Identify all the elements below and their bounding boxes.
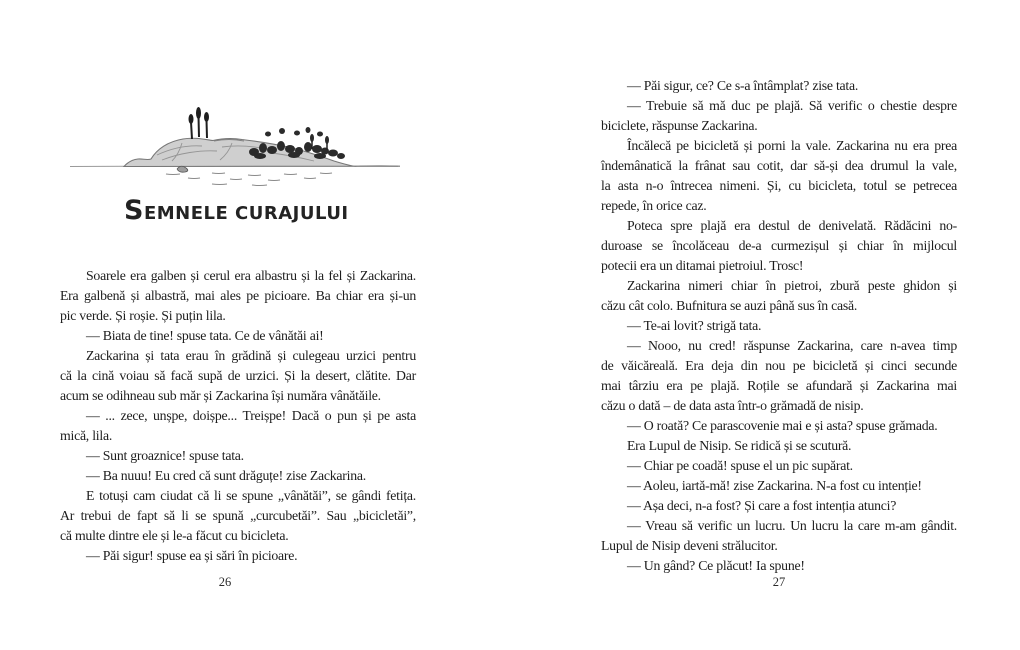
text-line: potecii era un ditamai pietroiul. Trosc! <box>601 258 804 273</box>
text-line: — Chiar pe coadă! spuse el un pic supărat. <box>627 458 853 473</box>
chapter-title: SEMNELE CURAJULUI <box>124 195 349 226</box>
text-line: Soarele era galben și cerul era albastru și la fel și Zackarina. <box>86 268 416 283</box>
chapter-illustration <box>62 103 406 191</box>
text-line: la asta n-o întrecea nimeni. Și, cu bicicleta, totul se petrecea <box>601 178 957 193</box>
text-line: — Ba nuuu! Eu cred că sunt drăguțe! zise Zackarina. <box>86 468 366 483</box>
text-line: — Te-ai lovit? strigă tata. <box>627 318 762 333</box>
text-line: duroase se încolăceau de-a curmezișul și chiar în mijlocul <box>601 238 957 253</box>
text-line: Zackarina nimeri chiar în pietroi, zbură peste ghidon și <box>627 278 957 293</box>
text-line: Zackarina și tata erau în grădină și culegeau urzici pentru <box>86 348 416 363</box>
page-number-right: 27 <box>772 575 786 589</box>
rock <box>177 166 188 172</box>
page-number-left: 26 <box>218 575 232 589</box>
text-line: de văicăreală. Era deja din nou pe bicicletă și cinci secunde <box>601 358 957 373</box>
text-line: mai târziu era pe plajă. Roțile se afundară și Zackarina mai <box>601 378 957 393</box>
text-line: Ar trebui de fapt să li se spună „curcubetăi”. Sau „bicicletăi”, <box>60 508 416 523</box>
text-line: repede, în orice caz. <box>601 198 707 213</box>
page-right-text <box>601 76 957 576</box>
trees <box>189 107 210 139</box>
shore-texture <box>166 173 332 186</box>
page-left <box>60 0 416 650</box>
page-left-text <box>60 266 416 566</box>
text-line: căzu o dată – de data asta într-o grămadă de nisip. <box>601 398 864 413</box>
text-line: Lupul de Nisip deveni strălucitor. <box>601 538 778 553</box>
text-line: — O roată? Ce parascovenie mai e și asta? spuse grămada. <box>627 418 938 433</box>
text-line: căzu cât colo. Bufnitura se auzi până sus în casă. <box>601 298 858 313</box>
text-line: că la cină voiau să facă supă de urzici. Și la desert, clătite. Dar <box>60 368 416 383</box>
text-line: mică, lila. <box>60 428 113 443</box>
text-line: Încălecă pe bicicletă și porni la vale. Zackarina nu era prea <box>627 138 957 153</box>
text-line: — Un gând? Ce plăcut! Ia spune! <box>627 558 805 573</box>
text-line: Era galbenă și albastră, mai ales pe picioare. Ba chiar era și-un <box>60 288 416 303</box>
page-right <box>601 0 957 650</box>
text-line: — Păi sigur, ce? Ce s-a întâmplat? zise tata. <box>627 78 859 93</box>
text-line: — Aoleu, iartă-mă! zise Zackarina. N-a fost cu intenție! <box>627 478 922 493</box>
text-line: îndemânatică la frânat sau cotit, dar să-și dea drumul la vale, <box>601 158 957 173</box>
text-line: biciclete, răspunse Zackarina. <box>601 118 758 133</box>
text-line: — Nooo, nu cred! răspunse Zackarina, care n-avea timp <box>627 338 957 353</box>
text-line: — Trebuie să mă duc pe plajă. Să verific o chestie despre <box>627 98 957 113</box>
text-line: — Vreau să verific un lucru. Un lucru la care m-am gândit. <box>627 518 957 533</box>
text-line: — Păi sigur! spuse ea și sări în picioare. <box>86 548 298 563</box>
text-line: — Biata de tine! spuse tata. Ce de vânătăi ai! <box>86 328 324 343</box>
text-line: Poteca spre plajă era destul de denivelată. Rădăcini no- <box>627 218 957 233</box>
text-line: — Sunt groaznice! spuse tata. <box>86 448 244 463</box>
text-line: E totuși cam ciudat că li se spune „vânătăi”, se gândi fetița. <box>86 488 416 503</box>
text-line: pic verde. Și roșie. Și puțin lila. <box>60 308 226 323</box>
text-line: — Așa deci, n-a fost? Și care a fost intenția atunci? <box>627 498 897 513</box>
text-line: Era Lupul de Nisip. Se ridică și se scutură. <box>627 438 852 453</box>
text-line: acum se odihneau sub măr și Zackarina își număra vânătăile. <box>60 388 381 403</box>
text-line: că multe dintre ele și le-a făcut cu bicicleta. <box>60 528 289 543</box>
text-line: — ... zece, unșpe, doișpe... Treișpe! Dacă o pun și pe asta <box>86 408 416 423</box>
